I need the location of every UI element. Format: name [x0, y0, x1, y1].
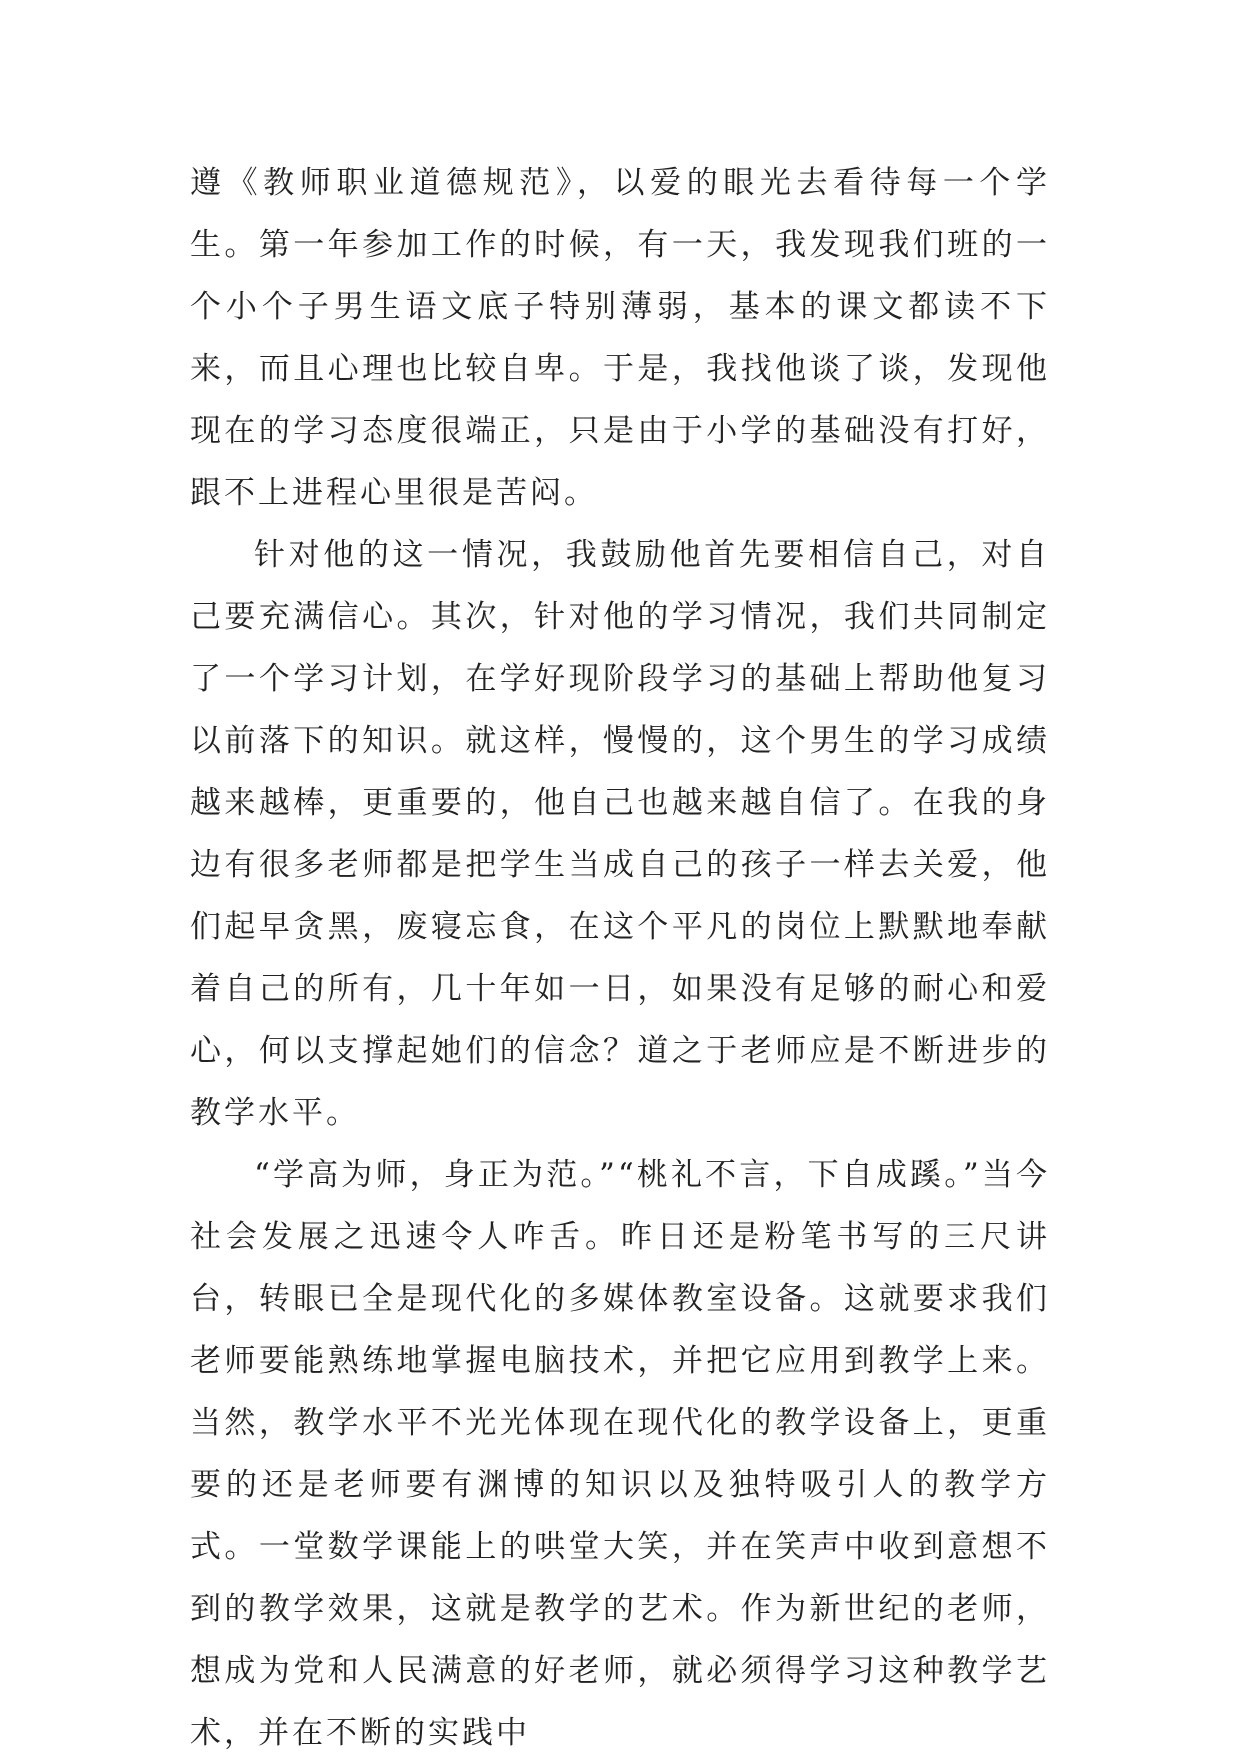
document-body: [190, 152, 1050, 1764]
paragraph-1: 遵《教师职业道德规范》，以爱的眼光去看待每一个学生。第一年参加工作的时候，有一天，我发现我们班的一个小个子男生语文底子特别薄弱，基本的课文都读不下来，而且心理也比较自卑。于是，我找他谈了谈，发现他现在的学习态度很端正，只是由于小学的基础没有打好，跟不上进程心里很是苦闷。: [190, 165, 1050, 511]
paragraph-2: 针对他的这一情况，我鼓励他首先要相信自己，对自己要充满信心。其次，针对他的学习情况，我们共同制定了一个学习计划，在学好现阶段学习的基础上帮助他复习以前落下的知识。就这样，慢慢的，这个男生的学习成绩越来越棒，更重要的，他自己也越来越自信了。在我的身边有很多老师都是把学生当成自己的孩子一样去关爱，他们起早贪黑，废寝忘食，在这个平凡的岗位上默默地奉献着自己的所有，几十年如一日，如果没有足够的耐心和爱心，何以支撑起她们的信念？道之于老师应是不断进步的教学水平。: [190, 537, 1050, 1131]
paragraph-3: “学高为师，身正为范。”“桃礼不言，下自成蹊。”当今社会发展之迅速令人咋舌。昨日还是粉笔书写的三尺讲台，转眼已全是现代化的多媒体教室设备。这就要求我们老师要能熟练地掌握电脑技术，并把它应用到教学上来。当然，教学水平不光光体现在现代化的教学设备上，更重要的还是老师要有渊博的知识以及独特吸引人的教学方式。一堂数学课能上的哄堂大笑，并在笑声中收到意想不到的教学效果，这就是教学的艺术。作为新世纪的老师，想成为党和人民满意的好老师，就必须得学习这种教学艺术，并在不断的实践中: [190, 1157, 1050, 1751]
